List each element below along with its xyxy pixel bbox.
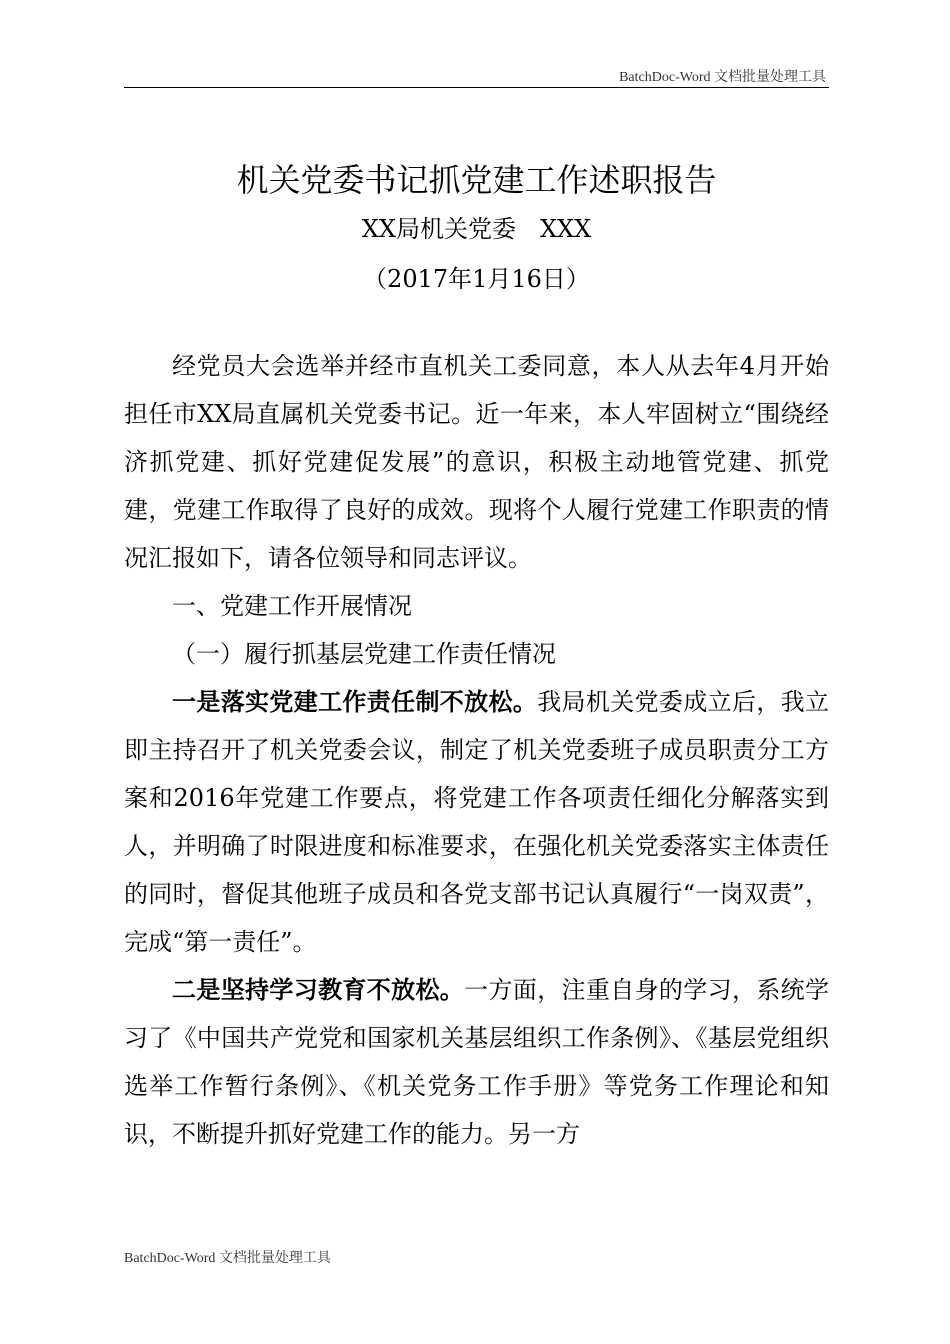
report-content (124, 342, 829, 1158)
paragraph-text: （一）履行抓基层党建工作责任情况 (172, 640, 556, 668)
paragraph-text: 我局机关党委成立后，我立即主持召开了机关党委会议，制定了机关党委班子成员职责分工方案和2016年党建工作要点，将党建工作各项责任细化分解落实到人，并明确了时限进度和标准要求，在强化机关党委落实主体责任的同时，督促其他班子成员和各党支部书记认真履行“一岗双责”，完成“第一责任”。 (124, 688, 830, 956)
paragraph-lead: 二是坚持学习教育不放松。 (172, 975, 465, 1004)
document-body (124, 158, 829, 1158)
paragraph-text: 一方面，注重自身的学习，系统学习了《中国共产党党和国家机关基层组织工作条例》、《基层党组织选举工作暂行条例》、《机关党务工作手册》等党务工作理论和知识，不断提升抓好党建工作的能力。另一方 (124, 976, 830, 1148)
paragraph-text: 经党员大会选举并经市直机关工委同意，本人从去年4月开始担任市XX局直属机关党委书记。近一年来，本人牢固树立“围绕经济抓党建、抓好党建促发展”的意识，积极主动地管党建、抓党建，党建工作取得了良好的成效。现将个人履行党建工作职责的情况汇报如下，请各位领导和同志评议。 (124, 352, 829, 572)
paragraph-point-1 (124, 678, 829, 966)
page-header-text: BatchDoc-Word 文档批量处理工具 (619, 70, 826, 85)
date-line: （2017年1月16日） (363, 265, 590, 293)
paragraph-lead: 一是落实党建工作责任制不放松。 (172, 687, 538, 716)
page-footer-text: BatchDoc-Word 文档批量处理工具 (124, 1251, 331, 1266)
author-line: XX局机关党委 XXX (361, 215, 592, 243)
paragraph-point-2 (124, 966, 829, 1158)
paragraph-intro (124, 342, 829, 582)
heading-section-1 (124, 582, 829, 630)
document-title: 机关党委书记抓党建工作述职报告 (236, 161, 717, 199)
header-divider (124, 87, 829, 88)
paragraph-text: 一、党建工作开展情况 (172, 592, 412, 620)
heading-subsection-1 (124, 630, 829, 678)
